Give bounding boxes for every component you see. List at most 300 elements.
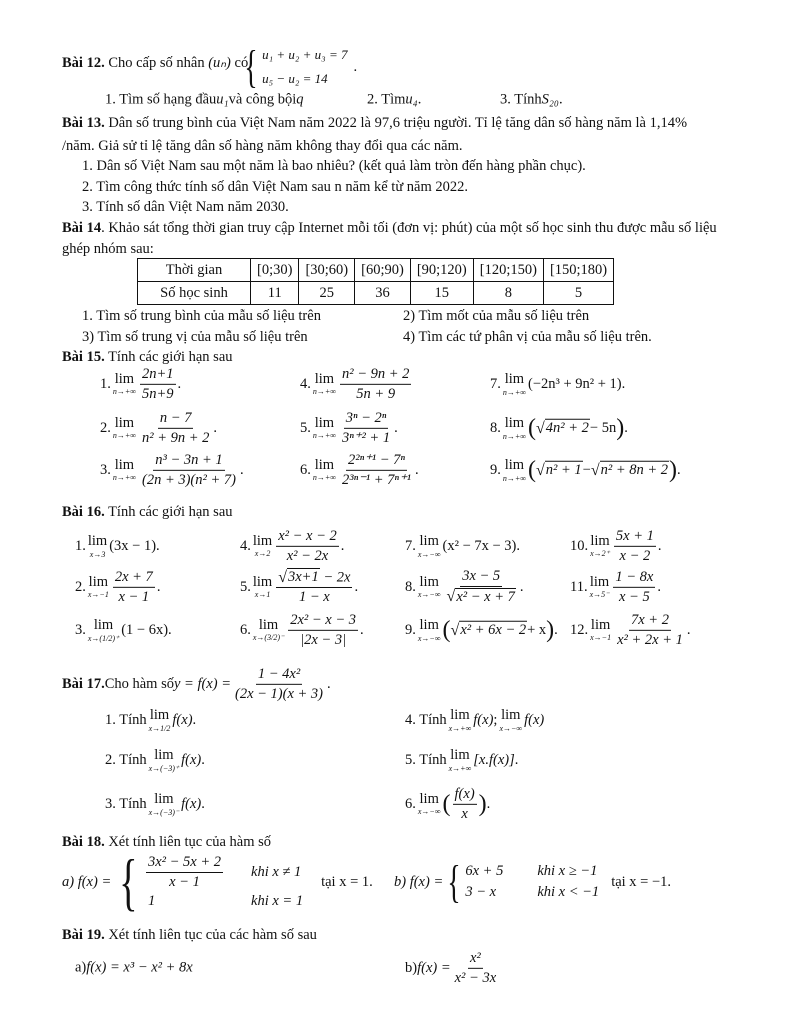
fraction: [615, 612, 685, 648]
lim-label: lim: [504, 456, 525, 473]
b18-part-b: b) f(x) = { 6x + 5 khi x ≥ −1 3 − x khi x < −1 tại x = −1.: [394, 856, 672, 907]
text: .: [239, 461, 244, 478]
b18-part-a: a) f(x) = { $\frac{\text{3x² − 5x + 2}}{x - 1}$ khi x ≠ 1 1 khi x = 1 tại x = 1.: [62, 846, 373, 917]
exercise-item: [570, 528, 662, 564]
math: x − 5: [619, 588, 650, 605]
limit: [88, 618, 119, 643]
lim-label: lim: [314, 456, 335, 473]
equation: u₁ + u₂ + u₃ = 7: [262, 47, 348, 62]
math: u₁: [216, 91, 229, 108]
exercise-item: [75, 569, 160, 605]
value: 3 − x: [465, 884, 497, 900]
limit: [590, 534, 610, 559]
text: Xét tính liên tục của các hàm số sau: [104, 927, 317, 943]
text: 4. Tính: [405, 711, 447, 728]
text: (1 − 6x).: [121, 621, 172, 638]
lim-subscript: n→+∞: [112, 431, 136, 441]
denominator: [140, 385, 176, 403]
lim-label: lim: [419, 573, 439, 590]
text: b): [405, 959, 418, 976]
math: 2n+1: [141, 365, 174, 382]
numerator: [613, 569, 655, 588]
lim-subscript: x→(1/2)⁺: [87, 633, 120, 643]
text: .: [677, 461, 681, 478]
lim-subscript: n→+∞: [312, 473, 336, 483]
exercise-title: Bài 17.: [62, 675, 105, 692]
fraction: [340, 452, 413, 488]
math: x² − x − 2: [278, 527, 337, 544]
fraction: [113, 569, 155, 605]
text: .: [354, 578, 359, 595]
parenthesis: ): [546, 617, 555, 643]
text: (x² − 7x − 3).: [442, 537, 521, 554]
lim-subscript: x→−∞: [417, 807, 441, 817]
text: Cho hàm số: [104, 675, 174, 692]
lim-subscript: n→+∞: [112, 387, 136, 397]
square-root: [536, 419, 590, 437]
radical-sign: √: [446, 588, 456, 606]
table-header-cell: [60;90): [355, 259, 411, 282]
exercise-title: Bài 13.: [62, 115, 105, 131]
limit: [418, 534, 441, 559]
lim-label: lim: [258, 616, 279, 633]
text: .: [213, 419, 218, 436]
lim-label: lim: [450, 746, 470, 763]
math: f(x): [524, 711, 545, 728]
limit: [88, 534, 107, 559]
radicand: x² + 6x − 2: [460, 622, 527, 638]
text: .: [201, 795, 205, 812]
denominator: x − 1: [169, 874, 200, 890]
b14-line1: [62, 219, 717, 237]
exercise-item: [490, 416, 628, 441]
b13-item: 1. Dân số Việt Nam sau một năm là bao nhiêu? (kết quả làm tròn đến hàng phần chục).: [82, 158, 586, 174]
square-root: [451, 621, 528, 639]
lim-subscript: x→−1: [590, 633, 612, 643]
text: .: [657, 578, 661, 595]
text: .: [192, 711, 197, 728]
lim-subscript: x→−∞: [417, 549, 441, 559]
text: 8.: [405, 578, 416, 595]
table-header-cell: [90;120): [410, 259, 473, 282]
numerator: [153, 452, 224, 471]
lim-label: lim: [314, 414, 335, 431]
math: 2²ⁿ⁺¹ − 7ⁿ: [347, 451, 406, 468]
fraction: [276, 528, 339, 564]
limit: [313, 458, 336, 483]
parenthesis: (: [442, 791, 451, 817]
exercise-title: Bài 16.: [62, 504, 105, 520]
math: x² − 2x: [286, 547, 329, 564]
math: (2n + 3)(n² + 7): [141, 471, 236, 488]
limit: [149, 792, 180, 817]
numerator: [256, 666, 302, 685]
text: (−2n³ + 9n² + 1).: [527, 375, 626, 392]
lim-label: lim: [504, 370, 525, 387]
radicand: n² + 8n + 2: [600, 462, 669, 478]
denominator: [453, 969, 499, 987]
radicand: 4n² + 2: [545, 420, 589, 436]
table-cell: 15: [410, 282, 473, 305]
lim-subscript: x→2: [254, 549, 271, 559]
math: x − 2: [619, 547, 651, 564]
square-root: [278, 568, 320, 586]
lim-label: lim: [114, 414, 135, 431]
exercise-item: [405, 534, 520, 559]
lim-label: lim: [114, 370, 135, 387]
math: (uₙ): [208, 55, 231, 71]
lim-subscript: n→+∞: [112, 473, 136, 483]
text: .: [156, 578, 161, 595]
math: x: [461, 805, 468, 822]
limit: [313, 416, 336, 441]
text: 1. Tìm số hạng đầu: [105, 91, 217, 108]
limit: [449, 748, 472, 773]
text: .: [554, 621, 558, 638]
text: .: [394, 419, 398, 436]
limit: [313, 372, 336, 397]
denominator: [298, 631, 348, 649]
fraction: [613, 569, 655, 605]
parenthesis: (: [527, 415, 536, 441]
lim-subscript: n→+∞: [502, 431, 526, 441]
exercise-item: [240, 568, 358, 606]
text: 1.: [75, 537, 86, 554]
text: . Khảo sát tổng thời gian truy cập Internet mỗi tối (đơn vị: phút) của một số học sinh thu được mẫu số liệu: [101, 220, 717, 236]
text: .: [360, 621, 364, 638]
denominator: [445, 587, 518, 606]
limit: [113, 416, 136, 441]
lim-label: lim: [314, 370, 335, 387]
denominator: [617, 588, 652, 606]
text: 2.: [75, 578, 86, 595]
parenthesis: ): [478, 791, 487, 817]
frequency-table: [137, 258, 614, 305]
limit: [253, 618, 284, 643]
math: n − 7: [159, 409, 192, 426]
text: 2. Tính: [105, 751, 147, 768]
text: .: [327, 675, 331, 692]
math: n³ − 3n + 1: [155, 451, 223, 468]
exercise-item: [405, 568, 523, 606]
text: − 2x: [319, 569, 351, 586]
text: Tính các giới hạn sau: [104, 504, 233, 520]
lim-label: lim: [93, 616, 114, 633]
lim-subscript: x→−∞: [417, 590, 441, 600]
text: a): [75, 959, 87, 976]
text: .: [558, 91, 563, 108]
table-cell: 36: [355, 282, 411, 305]
table-header-cell: [120;150): [473, 259, 543, 282]
exercise-title: Bài 14: [62, 220, 102, 236]
b16-header: [62, 503, 233, 521]
math: f(x): [181, 751, 202, 768]
limit: [499, 708, 522, 733]
exercise-item: [100, 452, 244, 488]
lim-subscript: n→+∞: [312, 387, 336, 397]
math: x²: [469, 949, 481, 966]
text: −: [582, 461, 591, 478]
numerator: [276, 568, 352, 588]
fraction: [288, 612, 358, 648]
exercise-item: [100, 366, 181, 402]
text: − 5n: [589, 419, 617, 436]
fraction: [453, 950, 499, 986]
lim-subscript: x→+∞: [448, 723, 472, 733]
limit: [149, 748, 180, 773]
math: n² + 9n + 2: [141, 429, 210, 446]
b15-header: [62, 348, 233, 366]
math: f(x) =: [417, 959, 451, 976]
exercise-item: [300, 452, 419, 488]
text: 11.: [570, 578, 588, 595]
exercise-item: [105, 708, 196, 733]
text: (3x − 1).: [109, 537, 160, 554]
text: .: [519, 578, 524, 595]
table-header-cell: [30;60): [299, 259, 355, 282]
lim-subscript: x→3: [89, 549, 106, 559]
parenthesis: ): [669, 457, 678, 483]
exercise-item: [570, 569, 661, 605]
math: u₄: [405, 91, 418, 108]
math: f(x): [454, 785, 475, 802]
text: 9.: [490, 461, 501, 478]
numerator: [468, 950, 483, 969]
text: 1. Tính: [105, 711, 147, 728]
table-header-cell: [150;180): [543, 259, 613, 282]
fraction: [445, 568, 518, 606]
math: 3ⁿ⁺² + 1: [341, 429, 391, 446]
denominator: [459, 805, 469, 823]
math: 3ⁿ − 2ⁿ: [345, 409, 387, 426]
math: f(x) = x³ − x² + 8x: [86, 959, 193, 976]
text: tại x = −1.: [611, 873, 672, 890]
b14-question: 1. Tìm số trung bình của mẫu số liệu trên: [82, 308, 321, 324]
text: 4.: [240, 537, 251, 554]
fraction: [453, 786, 477, 822]
lim-subscript: x→2⁺: [590, 549, 610, 559]
lim-subscript: x→1/2: [148, 723, 171, 733]
math: f(x): [473, 711, 494, 728]
math: 7x + 2: [630, 611, 669, 628]
text: .: [657, 537, 662, 554]
exercise-item: [75, 960, 193, 977]
table-header-cell: Thời gian: [138, 259, 251, 282]
b12-system: { u₁ + u₂ + u₃ = 7 u₅ − u₂ = 14 .: [244, 41, 358, 92]
text: .: [415, 461, 419, 478]
math: x² + 2x + 1: [617, 631, 683, 648]
numerator: [276, 528, 339, 547]
math: x − 1: [118, 588, 150, 605]
fraction: [146, 854, 223, 890]
denominator: [615, 631, 685, 649]
lim-label: lim: [501, 706, 521, 723]
lim-subscript: n→+∞: [502, 387, 526, 397]
exercise-item: [105, 748, 205, 773]
exercise-item: [105, 792, 205, 817]
lim-subscript: x→1: [254, 590, 271, 600]
denominator: [285, 547, 331, 565]
text: 9.: [405, 621, 416, 638]
text: 5.: [300, 419, 311, 436]
numerator: [113, 569, 155, 588]
radical-sign: √: [535, 462, 545, 479]
b12-header: [62, 54, 248, 72]
exercise-item: [300, 410, 398, 446]
limit: [418, 575, 441, 600]
numerator: [460, 568, 502, 587]
lim-subscript: x→(−3)⁺: [148, 763, 180, 773]
b13-line1: [62, 114, 687, 132]
condition: khi x ≥ −1: [537, 863, 598, 879]
denominator: [340, 429, 392, 447]
radicand: 3x+1: [288, 568, 319, 585]
exercise-item: [75, 534, 160, 559]
lim-label: lim: [419, 616, 439, 633]
b13-item: 3. Tính số dân Việt Nam năm 2030.: [82, 199, 289, 215]
exercise-item: [405, 748, 518, 773]
exercise-title: Bài 15.: [62, 349, 105, 365]
text: 3. Tính: [105, 795, 147, 812]
math: 3x − 5: [462, 567, 501, 584]
fraction: [140, 452, 238, 488]
fraction: [340, 366, 411, 402]
math: f(x): [172, 711, 193, 728]
text: 6.: [405, 795, 416, 812]
exercise-item: [490, 372, 625, 397]
text: và công bội: [228, 91, 297, 108]
text: 2.: [100, 419, 111, 436]
text: .: [486, 795, 491, 812]
text: 3. Tính: [500, 91, 542, 108]
math: 1 − 4x²: [257, 665, 301, 682]
denominator: [140, 429, 211, 447]
text: 3.: [75, 621, 86, 638]
radical-sign: √: [450, 622, 460, 639]
text: Cho cấp số nhân: [104, 55, 209, 71]
lim-subscript: x→−∞: [499, 723, 523, 733]
b13-line2: /năm. Giả sử tỉ lệ tăng dân số hàng năm không thay đổi qua các năm.: [62, 138, 463, 154]
table-cell: 5: [543, 282, 613, 305]
math: 2x + 7: [114, 568, 153, 585]
fraction: [340, 410, 392, 446]
numerator: [453, 786, 477, 805]
text: 4.: [300, 375, 311, 392]
text: ;: [493, 711, 498, 728]
limit: [503, 458, 526, 483]
text: 5. Tính: [405, 751, 447, 768]
table-cell: 25: [299, 282, 355, 305]
text: tại x = 1.: [321, 873, 373, 890]
lim-label: lim: [114, 456, 135, 473]
b19-header: [62, 926, 317, 944]
b14-question: 4) Tìm các tứ phân vị của mẫu số liệu trên.: [403, 329, 652, 345]
text: 3.: [100, 461, 111, 478]
exercise-item: [405, 786, 490, 822]
lim-label: lim: [589, 573, 610, 590]
limit: [449, 708, 472, 733]
math: 1 − x: [298, 589, 330, 606]
text: .: [686, 621, 691, 638]
b13-item: 2. Tìm công thức tính số dân Việt Nam sau n năm kể từ năm 2022.: [82, 179, 469, 195]
exercise-item: [240, 528, 344, 564]
math: |2x − 3|: [300, 631, 347, 648]
math: q: [296, 91, 304, 108]
lim-label: lim: [88, 573, 109, 590]
square-root: [447, 588, 516, 606]
lim-subscript: x→−1: [87, 590, 109, 600]
text: .: [353, 59, 358, 75]
radicand: x² − x + 7: [456, 588, 515, 605]
denominator: [116, 588, 151, 606]
text: Xét tính liên tục của hàm số: [104, 834, 272, 850]
exercise-item: [490, 458, 681, 483]
text: 7.: [405, 537, 416, 554]
limit: [253, 534, 272, 559]
lim-subscript: n→+∞: [502, 473, 526, 483]
square-root: [536, 461, 583, 479]
limit: [590, 618, 611, 643]
condition: khi x ≠ 1: [251, 864, 302, 880]
exercise-item: [570, 612, 691, 648]
question: [367, 92, 421, 109]
text: 1.: [100, 375, 111, 392]
fraction: [140, 366, 176, 402]
radical-sign: √: [535, 420, 545, 437]
exercise-title: Bài 19.: [62, 927, 105, 943]
math: n² − 9n + 2: [341, 365, 410, 382]
text: 8.: [490, 419, 501, 436]
lim-label: lim: [419, 790, 439, 807]
math: 1 − 8x: [615, 568, 654, 585]
exercise-title: Bài 12.: [62, 55, 105, 71]
question: [105, 92, 304, 109]
lim-label: lim: [590, 532, 610, 549]
numerator: [340, 366, 411, 385]
square-root: [591, 461, 669, 479]
value: 1: [147, 892, 156, 909]
exercise-title: Bài 18.: [62, 834, 105, 850]
lim-subscript: n→+∞: [312, 431, 336, 441]
lim-label: lim: [450, 706, 470, 723]
text: .: [177, 375, 182, 392]
lim-subscript: x→−∞: [417, 633, 441, 643]
question: [500, 92, 563, 109]
limit: [253, 575, 272, 600]
text: Tính các giới hạn sau: [104, 349, 233, 365]
limit: [503, 416, 526, 441]
numerator: [346, 452, 407, 471]
math: f(x): [181, 795, 202, 812]
text: .: [514, 751, 519, 768]
lim-label: lim: [252, 573, 273, 590]
lim-subscript: x→5⁻: [589, 590, 610, 600]
math: 5n + 9: [356, 385, 396, 402]
limit: [418, 618, 441, 643]
numerator: [158, 410, 194, 429]
math: a) f(x) =: [62, 873, 112, 890]
math: b) f(x) =: [394, 873, 444, 890]
parenthesis: (: [527, 457, 536, 483]
text: 2. Tìm: [367, 91, 406, 108]
text: 10.: [570, 537, 589, 554]
fraction: [614, 528, 656, 564]
condition: khi x = 1: [251, 892, 304, 909]
denominator: [340, 471, 413, 489]
math: 2³ⁿ⁻¹ + 7ⁿ⁺¹: [341, 471, 412, 488]
text: Dân số trung bình của Việt Nam năm 2022 là 97,6 triệu người. Tỉ lệ tăng dân số hàng năm là 1,14%: [104, 115, 688, 131]
exercise-item: [405, 618, 558, 643]
